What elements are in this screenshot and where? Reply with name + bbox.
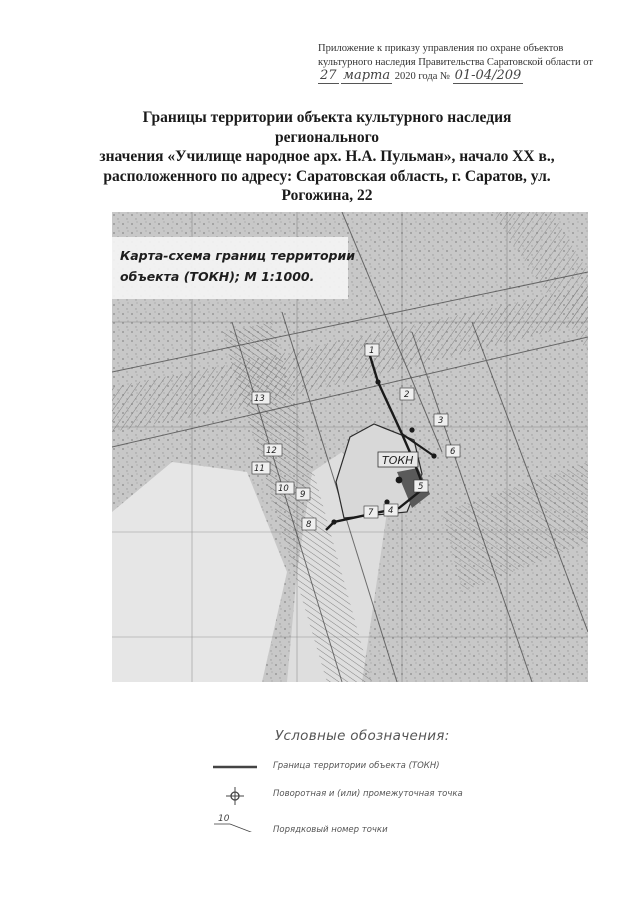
zone-label-tokn: ТОКН <box>382 454 414 467</box>
point-label-10: 10 <box>278 484 289 494</box>
map-drawing <box>112 212 588 682</box>
point-number-leader-icon <box>210 812 260 832</box>
year-text: 2020 года № <box>394 71 450 82</box>
title-line-2: значения «Училище народное арх. Н.А. Пульман», начало XX в., <box>99 148 555 165</box>
point-label-9: 9 <box>300 490 306 500</box>
title-line-4: Рогожина, 22 <box>281 187 373 204</box>
annex-line-1: Приложение к приказу управления по охране объектов <box>318 43 564 54</box>
point-label-3: 3 <box>438 416 444 426</box>
title-line-3: расположенного по адресу: Саратовская область, г. Саратов, ул. <box>103 167 551 185</box>
point-label-5: 5 <box>418 482 424 492</box>
handwritten-month: марта <box>343 68 391 83</box>
point-label-8: 8 <box>306 520 312 530</box>
crosshair-point-icon <box>210 786 260 806</box>
point-label-2: 2 <box>404 390 410 400</box>
point-label-7: 7 <box>368 508 374 518</box>
point-label-12: 12 <box>266 446 277 456</box>
legend-item-point-number <box>210 812 540 838</box>
handwritten-day: 27 <box>320 68 337 83</box>
point-label-13: 13 <box>254 394 265 404</box>
legend-title: Условные обозначения: <box>275 728 450 744</box>
legend-label-point-number: Порядковый номер точки <box>273 825 388 835</box>
legend-item-turning-point <box>210 786 540 806</box>
legend-sample-number: 10 <box>218 814 230 824</box>
map-caption-line-1: Карта-схема границ территории <box>120 248 356 263</box>
point-label-11: 11 <box>254 464 265 474</box>
point-label-4: 4 <box>388 506 394 516</box>
legend-item-boundary <box>210 758 540 778</box>
boundary-line-icon <box>210 758 260 778</box>
boundary-map-scan <box>112 212 588 682</box>
document-title <box>92 108 562 206</box>
point-label-1: 1 <box>369 346 375 356</box>
point-label-6: 6 <box>450 447 456 457</box>
order-annex-note <box>318 42 613 84</box>
annex-line-3 <box>318 69 613 84</box>
handwritten-order-number: 01-04/209 <box>454 68 522 83</box>
title-line-1: Границы территории объекта культурного наследия регионального <box>142 109 512 146</box>
annex-line-2: культурного наследия Правительства Саратовской области от <box>318 56 593 68</box>
legend-label-boundary: Граница территории объекта (ТОКН) <box>273 761 440 771</box>
legend-label-turning-point: Поворотная и (или) промежуточная точка <box>273 789 463 799</box>
map-caption-line-2: объекта (ТОКН); М 1:1000. <box>120 269 315 284</box>
